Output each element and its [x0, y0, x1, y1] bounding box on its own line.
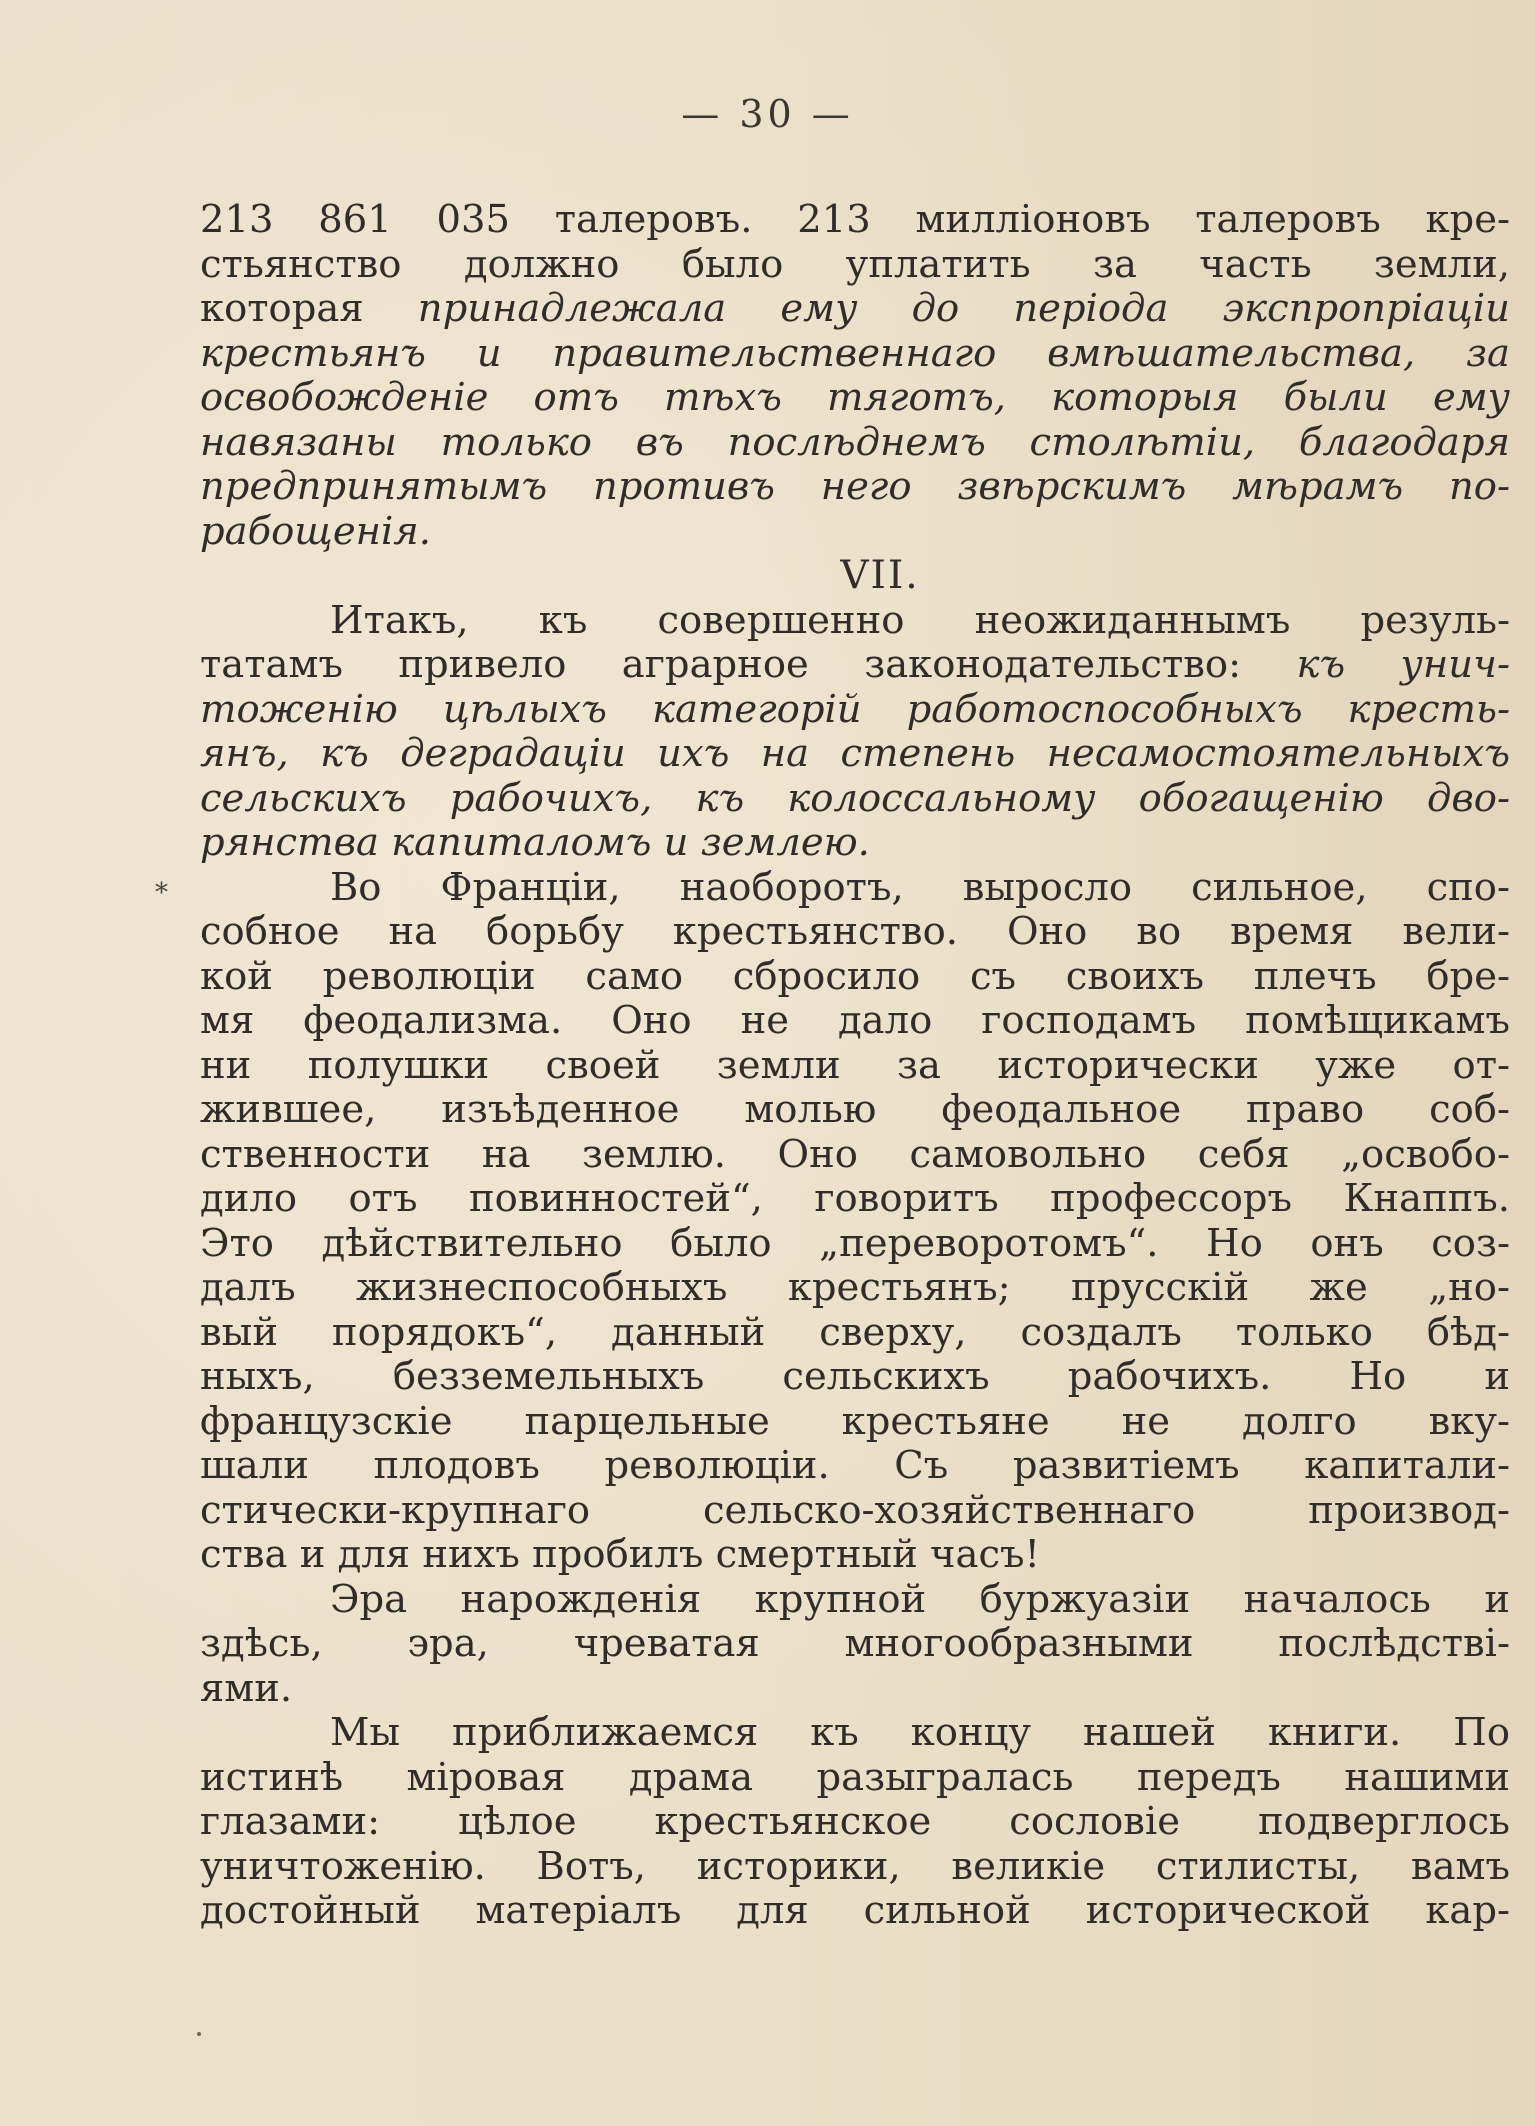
- paragraph-1: [200, 198, 1510, 554]
- chapter-heading: VII.: [840, 553, 920, 598]
- text-line: [200, 732, 1510, 777]
- text-line: [200, 1845, 1510, 1890]
- text-line: [200, 910, 1510, 955]
- text-run: глазами: цѣлое крестьянское сословiе подверглось: [200, 1800, 1510, 1844]
- italic-text: сельскихъ рабочихъ, къ колоссальному обогащенiю дво-: [200, 776, 1510, 821]
- text-line: [200, 1489, 1510, 1534]
- text-line: [200, 955, 1510, 1000]
- text-run: ни полушки своей земли за исторически уже от-: [200, 1043, 1510, 1088]
- text-line: [200, 243, 1510, 288]
- text-line: [200, 1177, 1510, 1222]
- text-line: [200, 688, 1510, 733]
- text-run: здѣсь, эра, чреватая многообразными послѣдствi-: [200, 1622, 1510, 1666]
- text-run: которая: [200, 287, 418, 331]
- text-run: Итакъ, къ совершенно неожиданнымъ резуль-: [330, 598, 1510, 643]
- paragraph-4: [200, 1578, 1510, 1712]
- text-line: [200, 1889, 1510, 1934]
- text-run: собное на борьбу крестьянство. Оно во время вели-: [200, 910, 1510, 954]
- text-run: ства и для нихъ пробилъ смертный часъ!: [200, 1533, 1040, 1577]
- text-line: [200, 1355, 1510, 1400]
- body-text: [200, 198, 1510, 1934]
- italic-text: навязаны только въ послѣднемъ столѣтiи, благодаря: [200, 420, 1510, 465]
- text-line: [200, 1578, 1510, 1623]
- text-run: французскiе парцельные крестьяне не долго вку-: [200, 1399, 1510, 1444]
- paragraph-5: [200, 1711, 1510, 1934]
- paragraph-2: [200, 599, 1510, 866]
- text-run: дило отъ повинностей“, говоритъ профессоръ Кнаппъ.: [200, 1177, 1510, 1221]
- text-run: татамъ привело аграрное законодательство:: [200, 643, 1297, 687]
- text-run: 213 861 035 талеровъ. 213 миллiоновъ талеровъ кре-: [200, 198, 1510, 242]
- text-line: [200, 599, 1510, 644]
- italic-text: предпринятымъ противъ него звѣрскимъ мѣрамъ по-: [200, 465, 1510, 509]
- text-run: ныхъ, безземельныхъ сельскихъ рабочихъ. Но и: [200, 1355, 1510, 1399]
- text-run: шали плодовъ революцiи. Съ развитiемъ капитали-: [200, 1444, 1510, 1488]
- text-line: [200, 1044, 1510, 1089]
- text-run: стически-крупнаго сельско-хозяйственнаго производ-: [200, 1488, 1510, 1533]
- text-run: Мы приближаемся къ концу нашей книги. По: [330, 1711, 1510, 1755]
- text-run: Во Францiи, наоборотъ, выросло сильное, спо-: [330, 865, 1510, 910]
- text-line: [200, 287, 1510, 332]
- text-run: стьянство должно было уплатить за часть земли,: [200, 242, 1510, 287]
- text-run: жившее, изъѣденное молью феодальное право соб-: [200, 1088, 1510, 1132]
- text-line: [200, 1622, 1510, 1667]
- text-line: [200, 999, 1510, 1044]
- text-line: [200, 777, 1510, 822]
- text-line: [200, 643, 1510, 688]
- italic-text: янъ, къ деградацiи ихъ на степень несамостоятельныхъ: [200, 732, 1510, 776]
- text-line: [200, 866, 1510, 911]
- text-line: [200, 1711, 1510, 1756]
- italic-text: рабощенiя.: [200, 509, 431, 554]
- text-run: Это дѣйствительно было „переворотомъ“. Но онъ соз-: [200, 1221, 1510, 1266]
- paper-speck: [197, 2032, 201, 2036]
- text-line: [200, 1444, 1510, 1489]
- text-run: Эра нарожденiя крупной буржуазiи началось и: [330, 1577, 1510, 1622]
- text-run: мя феодализма. Оно не дало господамъ помѣщикамъ: [200, 999, 1510, 1043]
- text-line: [200, 421, 1510, 466]
- italic-text: принадлежала ему до перiода экспропрiацiи: [417, 287, 1510, 331]
- text-line: [200, 1133, 1510, 1178]
- text-run: ями.: [200, 1666, 293, 1711]
- text-run: истинѣ мiровая драма разыгралась передъ нашими: [200, 1755, 1510, 1800]
- italic-text: освобожденiе отъ тѣхъ тяготъ, которыя были ему: [200, 376, 1510, 420]
- paragraph-3: [200, 866, 1510, 1578]
- text-line: [200, 821, 1510, 866]
- text-line: [200, 465, 1510, 510]
- page-number: — 30 —: [681, 92, 854, 136]
- italic-text: къ унич-: [1296, 643, 1510, 687]
- text-line: [200, 1667, 1510, 1712]
- italic-text: крестьянъ и правительственнаго вмѣшательства, за: [200, 331, 1510, 376]
- text-line: [200, 198, 1510, 243]
- text-line: [200, 1088, 1510, 1133]
- text-line: [200, 1400, 1510, 1445]
- text-line: [200, 1756, 1510, 1801]
- text-line: [200, 1266, 1510, 1311]
- text-line: [200, 510, 1510, 555]
- text-run: уничтоженiю. Вотъ, историки, великiе стилисты, вамъ: [200, 1844, 1510, 1889]
- text-run: вый порядокъ“, данный сверху, создалъ только бѣд-: [200, 1310, 1510, 1355]
- text-line: [200, 1311, 1510, 1356]
- text-line: [200, 332, 1510, 377]
- text-run: достойный матерiалъ для сильной исторической кар-: [200, 1889, 1510, 1933]
- text-line: [200, 1800, 1510, 1845]
- text-line: [200, 1222, 1510, 1267]
- ink-mark: *: [155, 878, 168, 908]
- italic-text: рянства капиталомъ и землею.: [200, 821, 870, 865]
- text-run: ственности на землю. Оно самовольно себя „освобо-: [200, 1132, 1510, 1177]
- text-run: далъ жизнеспособныхъ крестьянъ; прусскiй же „но-: [200, 1266, 1510, 1310]
- text-run: кой революцiи само сбросило съ своихъ плечъ бре-: [200, 954, 1510, 999]
- text-line: [200, 376, 1510, 421]
- italic-text: тоженiю цѣлыхъ категорiй работоспособныхъ кресть-: [200, 687, 1510, 732]
- text-line: [200, 1533, 1510, 1578]
